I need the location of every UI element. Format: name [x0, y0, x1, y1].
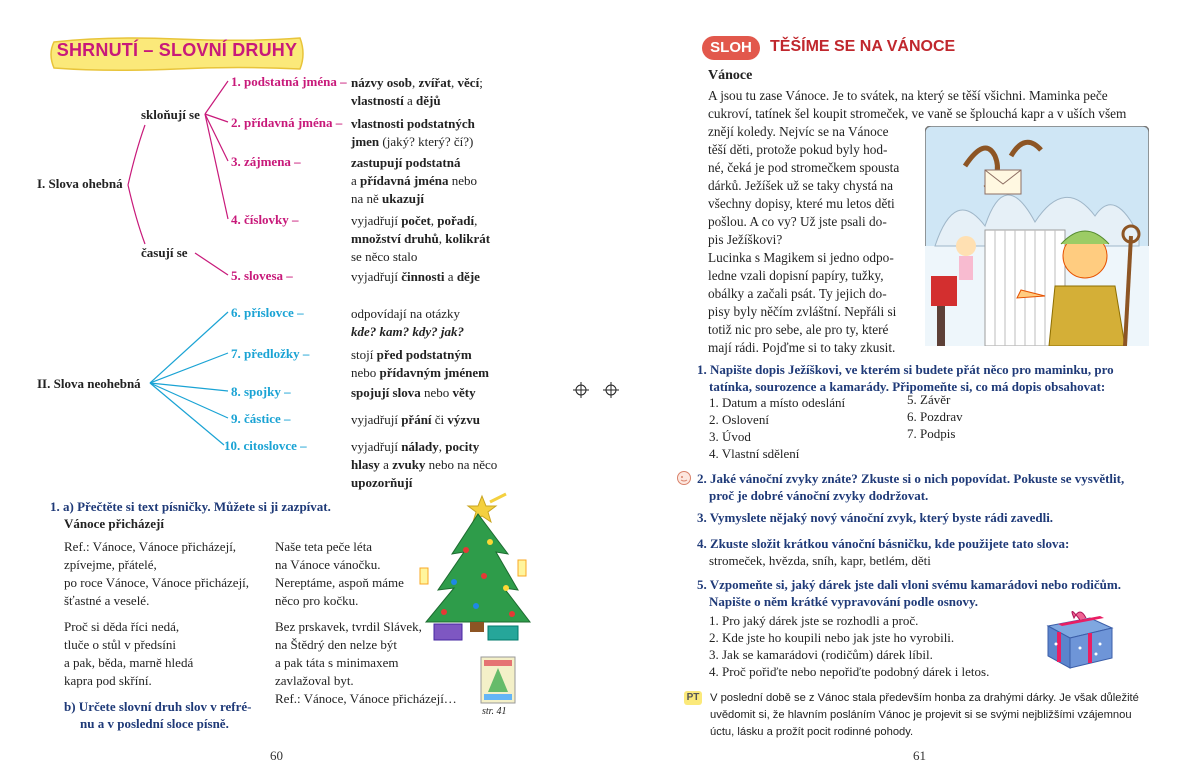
- list-item: 3. Jak se kamarádovi (rodičům) dárek líbil.: [709, 647, 933, 662]
- verse-line: tluče o stůl v předsíni: [64, 637, 176, 652]
- list-item: 3. Úvod: [709, 429, 751, 444]
- story-line: pis Ježíškovi?: [708, 232, 783, 247]
- registration-marks: [573, 381, 621, 399]
- task-2-right: [697, 470, 1124, 504]
- description-line: vlastnosti podstatných: [351, 116, 475, 131]
- story-line: totiž nic pro sebe, ale pro ty, které: [708, 322, 889, 337]
- word-class-description: [351, 411, 480, 429]
- description-line: odpovídají na otázky: [351, 306, 461, 321]
- list-item: 4. Vlastní sdělení: [709, 446, 800, 461]
- task-line: 1. Napište dopis Ježíškovi, ve kterém si budete přát něco pro maminku, pro: [697, 362, 1114, 377]
- verse-line: něco pro kočku.: [275, 593, 359, 608]
- description-line: se něco stalo: [351, 249, 418, 264]
- list-item: 7. Podpis: [907, 426, 956, 441]
- verse-line: zavlažoval byt.: [275, 673, 354, 688]
- task-4-right: 4. Zkuste složit krátkou vánoční básničku, kde použijete tato slova:: [697, 536, 1070, 551]
- story-line: dárků. Ježíšek už se taky chystá na: [708, 178, 893, 193]
- pt-line: V poslední době se z Vánoc stala především honba za drahými dárky. Je však důležité: [710, 692, 1139, 704]
- description-line: vyjadřují počet, pořadí,: [351, 213, 478, 228]
- word-class-label: 5. slovesa –: [231, 268, 293, 283]
- page-reference: str. 41: [482, 706, 507, 717]
- word-class-label: 2. přídavná jména –: [231, 115, 343, 130]
- task-line: proč je dobré vánoční zvyky dodržovat.: [709, 488, 929, 503]
- word-class-label: 10. citoslovce –: [224, 438, 307, 453]
- pt-note: [710, 690, 1139, 741]
- verse-line: zpívejme, přátelé,: [64, 557, 157, 572]
- description-line: hlasy a zvuky nebo na něco: [351, 457, 498, 472]
- task-1b: [64, 698, 252, 732]
- verse-line: Proč si děda říci nedá,: [64, 619, 180, 634]
- page-number-right: 61: [913, 748, 926, 763]
- sloh-badge: SLOH: [702, 36, 760, 60]
- verse-3: [64, 618, 193, 690]
- story-line: pošlou. A co vy? Už jste psali do-: [708, 214, 887, 229]
- word-class-label: 4. číslovky –: [231, 212, 299, 227]
- word-class-description: [351, 154, 477, 208]
- story-line: všechny dopisy, které mu letos děti: [708, 196, 895, 211]
- story-line: mají rádi. Pojďme si to taky zkusit.: [708, 340, 896, 355]
- word-class-label: 9. částice –: [231, 411, 291, 426]
- story-line: ledne vzali dopisní papíry, tužky,: [708, 268, 884, 283]
- verse-line: Bez prskavek, tvrdil Slávek,: [275, 619, 422, 634]
- description-line: vyjadřují přání či výzvu: [351, 412, 480, 427]
- word-class-label: 8. spojky –: [231, 384, 291, 399]
- story-intro: [708, 87, 1150, 123]
- story-line: znějí koledy. Nejvíc se na Vánoce: [708, 124, 889, 139]
- word-class-description: [351, 305, 464, 341]
- word-class-label: 1. podstatná jména –: [231, 74, 347, 89]
- task-1-right: [697, 361, 1114, 395]
- list-item: 2. Kde jste ho koupili nebo jak jste ho vyrobili.: [709, 630, 955, 645]
- story-body: [708, 123, 918, 357]
- page-title: SHRNUTÍ – SLOVNÍ DRUHY: [56, 40, 298, 60]
- story-line: Lucinka s Magikem si jedno odpo-: [708, 250, 894, 265]
- verse-line: a pak, běda, marně hledá: [64, 655, 194, 670]
- winter-scene-illustration: [925, 126, 1149, 346]
- task-line: 2. Jaké vánoční zvyky znáte? Zkuste si o nich popovídat. Pokuste se vysvětlit,: [697, 471, 1125, 486]
- description-line: spojují slova nebo věty: [351, 385, 476, 400]
- verse-line: a pak táta s minimaxem: [275, 655, 399, 670]
- verse-line: Ref.: Vánoce, Vánoce přicházejí…: [275, 691, 457, 706]
- word-class-description: [351, 74, 483, 110]
- task-line: Napište o něm krátké vypravování podle osnovy.: [709, 594, 979, 609]
- letter-parts-list-b: [907, 391, 963, 442]
- description-line: nebo přídavným jménem: [351, 365, 489, 380]
- story-title: Vánoce: [708, 68, 753, 83]
- christmas-tree-illustration: [414, 492, 532, 642]
- verse-line: na Vánoce vánočku.: [275, 557, 381, 572]
- story-line: né, čeká je pod stromečkem spousta: [708, 160, 900, 175]
- task-1a: 1. a) Přečtěte si text písničky. Můžete si ji zazpívat.: [50, 499, 331, 514]
- casuji-label: časují se: [141, 245, 188, 260]
- discussion-icon: [676, 470, 692, 486]
- description-line: na ně ukazují: [351, 191, 424, 206]
- task-line: b) Určete slovní druh slov v refré-: [64, 699, 252, 714]
- list-item: 5. Závěr: [907, 392, 951, 407]
- task-line: 5. Vzpomeňte si, jaký dárek jste dali vloni svému kamarádovi nebo rodičům.: [697, 577, 1121, 592]
- story-line: cukroví, tatínek šel koupit stromeček, ve vaně se šplouchá kapr a v uších všem: [708, 106, 1127, 121]
- verse-line: po roce Vánoce, Vánoce přicházejí,: [64, 575, 250, 590]
- description-line: vyjadřují nálady, pocity: [351, 439, 480, 454]
- chapter-title: TĚŠÍME SE NA VÁNOCE: [770, 38, 956, 55]
- word-class-description: [351, 346, 489, 382]
- verse-line: na Štědrý den nelze být: [275, 637, 398, 652]
- word-class-description: [351, 438, 497, 492]
- description-line: vlastností a dějů: [351, 93, 441, 108]
- songbook-cover-icon: [480, 656, 516, 704]
- pt-badge: PT: [684, 691, 702, 705]
- verse-line: Naše teta peče léta: [275, 539, 373, 554]
- word-class-description: [351, 212, 490, 266]
- story-line: těší děti, protože pokud byly hod-: [708, 142, 888, 157]
- list-item: 1. Datum a místo odeslání: [709, 395, 846, 410]
- word-class-description: [351, 384, 476, 402]
- ohebna-label: I. Slova ohebná: [37, 176, 123, 191]
- page-number-left: 60: [270, 748, 283, 763]
- list-item: 4. Proč pořiďte nebo nepořiďte podobný dárek i letos.: [709, 664, 990, 679]
- story-line: pisy byly něčím zvláštní. Nepřáli si: [708, 304, 897, 319]
- verse-line: Nereptáme, aspoň máme: [275, 575, 404, 590]
- task-line: tatínka, sourozence a kamarády. Připomeňte si, co má dopis obsahovat:: [709, 379, 1106, 394]
- list-item: 2. Oslovení: [709, 412, 769, 427]
- word-class-description: [351, 115, 475, 151]
- task-4-words: stromeček, hvězda, sníh, kapr, betlém, děti: [709, 553, 931, 568]
- task-line: nu a v poslední sloce písně.: [80, 716, 229, 731]
- song-title: Vánoce přicházejí: [64, 516, 165, 531]
- story-line: obálky a začali psát. Ty jejich do-: [708, 286, 887, 301]
- word-class-label: 3. zájmena –: [231, 154, 301, 169]
- word-class-description: [351, 268, 480, 286]
- letter-parts-list-a: [709, 394, 845, 462]
- verse-line: Ref.: Vánoce, Vánoce přicházejí,: [64, 539, 237, 554]
- verse-1: [64, 538, 249, 610]
- neohebna-label: II. Slova neohebná: [37, 376, 141, 391]
- description-line: a přídavná jména nebo: [351, 173, 478, 188]
- list-item: 1. Pro jaký dárek jste se rozhodli a proč.: [709, 613, 919, 628]
- verse-line: kapra pod skříní.: [64, 673, 152, 688]
- description-line: stojí před podstatným: [351, 347, 472, 362]
- description-line: jmen (jaký? který? čí?): [351, 134, 474, 149]
- list-item: 6. Pozdrav: [907, 409, 963, 424]
- description-line: názvy osob, zvířat, věcí;: [351, 75, 483, 90]
- word-class-label: 6. příslovce –: [231, 305, 304, 320]
- story-line: A jsou tu zase Vánoce. Je to svátek, na který se těší všichni. Maminka peče: [708, 88, 1108, 103]
- description-line: vyjadřují činnosti a děje: [351, 269, 480, 284]
- description-line: kde? kam? kdy? jak?: [351, 324, 465, 339]
- task-3-right: 3. Vymyslete nějaký nový vánoční zvyk, který byste rádi zavedli.: [697, 510, 1054, 525]
- verse-line: šťastné a veselé.: [64, 593, 150, 608]
- gift-box-illustration: [1040, 600, 1120, 672]
- description-line: množství druhů, kolikrát: [351, 231, 491, 246]
- sklonuji-label: skloňují se: [141, 107, 200, 122]
- story-outline-list: [709, 612, 989, 680]
- description-line: zastupují podstatná: [351, 155, 461, 170]
- pt-line: úctu, lásku a prožít pocit rodinné pohody.: [710, 726, 914, 738]
- word-class-label: 7. předložky –: [231, 346, 310, 361]
- verse-2: [275, 538, 404, 610]
- description-line: upozorňují: [351, 475, 413, 490]
- pt-line: uvědomit si, že hlavním posláním Vánoc je projevit si se svými nejbližšími vzájemnou: [710, 709, 1132, 721]
